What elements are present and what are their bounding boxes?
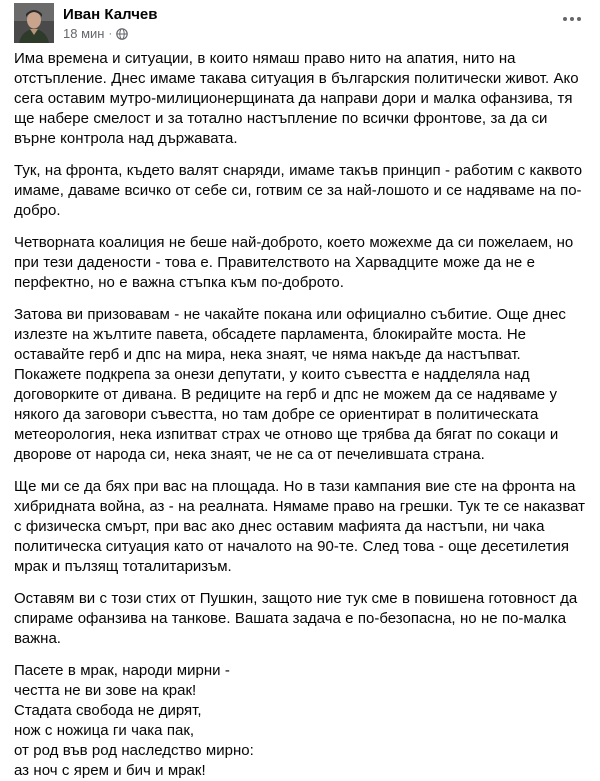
poem-line: от род във род наследство мирно: — [14, 742, 254, 759]
author-name[interactable]: Иван Калчев — [63, 6, 158, 23]
post-paragraph: Тук, на фронта, където валят снаряди, имаме такъв принцип - работим с каквото имаме, даваме всичко от себе си, готвим се за най-лошото и се надяваме на по-добро. — [14, 162, 583, 219]
more-options-button[interactable] — [558, 9, 586, 29]
post-paragraph: Затова ви призовавам - не чакайте покана или официално събитие. Още днес излезте на жълтите павета, обсадете парламента, блокирайте моста. Не оставайте герб и дпс на мира, нека знаят, че няма накъде да настъпват. Покажете подкрепа за онези депутати, у които съвестта е надделяла над договорките от дивана. В редиците на герб и дпс не можем да се надяваме у някого да заговори съвестта, но там добре се ориентират в политическата метеорология, нека изпитват страх че отново ще трябва да бягат по сокаци и дворове от народа си, нека знаят, че не са от печелившата страна. — [14, 306, 566, 463]
post-paragraph: Ще ми се да бях при вас на площада. Но в тази кампания вие сте на фронта на хибридната война, аз - на реалната. Нямаме право на грешки. Тук те се наказват с физическа смърт, при вас ако днес оставим мафията да настъпи, ни чака политическа ситуация като от началото на 90-те. След това - още десетилетия мрак и пълзящ тоталитаризъм. — [14, 478, 585, 575]
post-paragraph: Има времена и ситуации, в които нямаш право нито на апатия, нито на отстъпление. Днес имаме такава ситуация в българския политически живот. Ако сега оставим мутро-милиционерщината да направи дори и малка офанзива, тя ще набере смелост и за тотално настъпление по всички фронтове, за да си върне контрола над държавата. — [14, 50, 579, 147]
more-dots-icon — [562, 16, 582, 22]
poem-line: нож с ножица ги чака пак, — [14, 722, 195, 739]
globe-icon — [116, 28, 128, 40]
meta-separator: · — [108, 27, 113, 40]
post-meta — [63, 26, 128, 41]
poem-line: честта не ви зове на крак! — [14, 682, 197, 699]
post-content — [14, 49, 588, 781]
poem-line: аз ноч с ярем и бич и мрак! — [14, 762, 206, 779]
poem-line: Пасете в мрак, народи мирни - — [14, 662, 230, 679]
post-paragraph: Оставям ви с този стих от Пушкин, защото ние тук сме в повишена готовност да спираме офанзива на танкове. Вашата задача е по-безопасна, но не по-малка важна. — [14, 590, 578, 647]
avatar-image — [14, 3, 54, 43]
avatar[interactable] — [14, 3, 54, 43]
poem-line: Стадата свобода не дирят, — [14, 702, 202, 719]
post-header — [14, 3, 586, 43]
post-time[interactable]: 18 мин — [63, 26, 105, 41]
post-paragraph: Четворната коалиция не беше най-доброто, което можехме да си пожелаем, но при тези дадености - това е. Правителството на Харвадците може да не е перфектно, но е важна стъпка към по-доброто. — [14, 234, 574, 291]
